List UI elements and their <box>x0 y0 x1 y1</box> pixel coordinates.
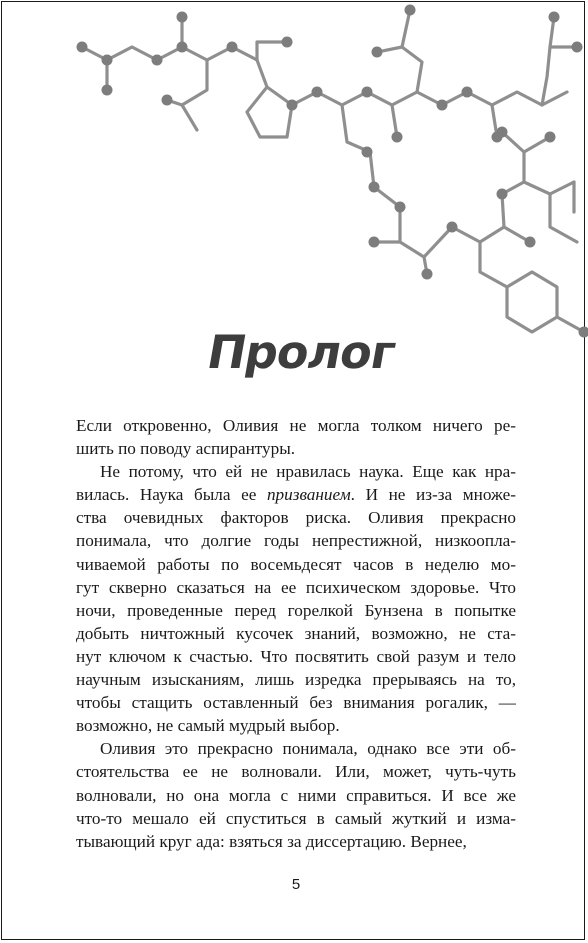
molecule-atom <box>525 237 536 248</box>
molecule-atom <box>162 95 173 106</box>
molecule-bond <box>402 10 410 47</box>
molecule-illustration <box>2 2 588 342</box>
molecule-atom <box>549 12 560 23</box>
molecule-atom <box>362 87 373 98</box>
text-line: ства очевидных факторов риска. Оливия прекрасно <box>76 508 516 528</box>
molecule-atom <box>312 87 323 98</box>
paragraph <box>76 737 516 852</box>
molecule-atom <box>395 202 406 213</box>
text-line: Если откровенно, Оливия не могла толком ничего ре- <box>76 416 516 435</box>
text-line: волновали, но она могла с ними справиться. И все же <box>76 785 516 805</box>
molecule-bond <box>167 60 207 105</box>
text-line: чтобы стащить оставленный без внимания рогалик, — <box>76 693 516 713</box>
molecule-bond <box>524 137 550 182</box>
text-line: шить по поводу аспирантуры. <box>76 439 296 459</box>
text-line: понимала, что долгие годы непрестижной, низкоопла- <box>76 531 516 551</box>
molecule-atom <box>372 47 383 58</box>
molecule-atom <box>369 182 380 193</box>
molecule-atom <box>462 87 473 98</box>
molecule-atom <box>362 147 373 158</box>
page-number: 5 <box>291 876 301 893</box>
molecule-atom <box>282 37 293 48</box>
molecule-bond <box>480 242 557 332</box>
molecule-atom <box>545 132 556 143</box>
text-line: тывающий круг ада: взяться за диссертацию. Вернее, <box>76 831 467 851</box>
text-line: Не потому, что ей не нравилась наука. Еще как нра- <box>100 462 516 482</box>
molecule-atom <box>392 132 403 143</box>
molecule-bond <box>247 87 292 137</box>
molecule-atom <box>77 42 88 53</box>
molecule-atom <box>177 42 188 53</box>
molecule-atom <box>102 85 113 96</box>
text-line: гут скверно сказаться на ее психическом здоровье. Что <box>76 577 516 597</box>
text-line: вилась. Наука была ее призванием. И не из-за множе- <box>76 485 516 505</box>
molecule-bond <box>182 105 197 130</box>
chapter-body-text <box>76 414 516 853</box>
molecule-atom <box>152 55 163 66</box>
text-line: чиваемой работы по восемьдесят часов в неделю мо- <box>76 554 516 574</box>
molecule-atom <box>177 12 188 23</box>
book-page <box>1 1 585 940</box>
molecule-bond <box>502 182 574 227</box>
text-line: нут ключом к счастью. Что посвятить свой разум и тело <box>76 646 516 666</box>
paragraph <box>76 414 516 460</box>
emphasis: призванием <box>266 485 351 505</box>
text-line: возможно, не самый мудрый выбор. <box>76 716 340 736</box>
molecule-atom <box>497 127 508 138</box>
molecule-atom <box>572 42 583 53</box>
molecule-atom <box>369 237 380 248</box>
molecule-atom <box>405 5 416 16</box>
molecule-atom <box>422 269 433 280</box>
paragraph <box>76 460 516 737</box>
text-line: Оливия это прекрасно понимала, однако все эти об- <box>100 739 516 759</box>
molecule-bond <box>342 105 400 242</box>
molecule-atom <box>497 189 508 200</box>
molecule-bond <box>377 47 422 92</box>
chapter-title: Пролог <box>203 325 400 379</box>
text-line: добыть ничтожный кусочек знаний, возможно, не ста- <box>76 623 516 643</box>
molecule-atom <box>447 222 458 233</box>
molecule-atom <box>437 100 448 111</box>
molecule-atom <box>227 42 238 53</box>
text-line: ночи, проведенные перед горелкой Бунзена в попытке <box>76 600 516 620</box>
text-line: стоятельства ее не волновали. Или, может, чуть-чуть <box>76 762 516 782</box>
text-line: что-то мешало ей спуститься в самый жуткий и изма- <box>76 808 516 828</box>
molecule-atom <box>287 100 298 111</box>
molecule-atom <box>102 55 113 66</box>
molecule-bond <box>400 227 530 257</box>
text-line: научным изысканиям, лишь изредка прерываясь на то, <box>76 670 516 690</box>
